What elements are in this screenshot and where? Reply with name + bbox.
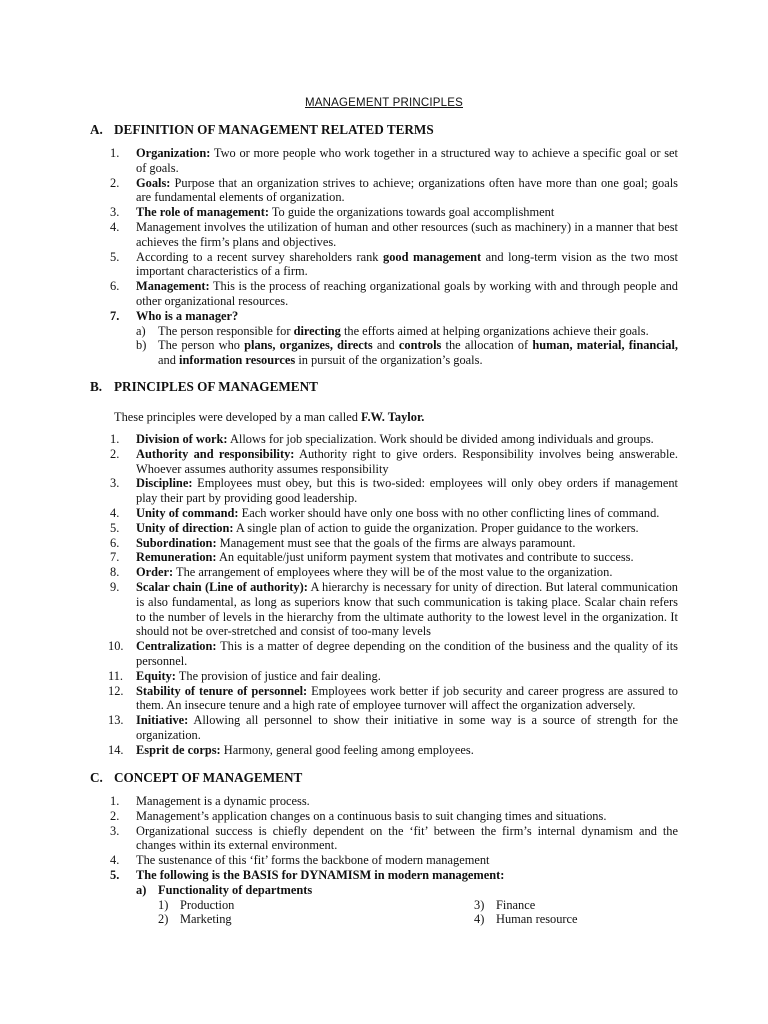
list-item: [110, 743, 678, 758]
item-term: Goals:: [136, 175, 171, 190]
item-text: The arrangement of employees where they will be of the most value to the organization.: [173, 565, 613, 580]
item-text: Purpose that an organization strives to achieve; organizations often have more than one goal; goals are fundamental elements of organization.: [136, 175, 678, 205]
item-number: 9.: [110, 579, 120, 594]
sub-text: The person responsible for: [158, 323, 294, 338]
item-number: 6.: [110, 535, 120, 550]
item-term: Centralization:: [136, 639, 217, 654]
item-number: 11.: [108, 668, 124, 683]
item-term: Authority and responsibility:: [136, 446, 295, 461]
sub-label: a): [136, 882, 147, 897]
sub-item: [136, 324, 678, 339]
item-term: Organization:: [136, 146, 211, 160]
section-a-letter: A.: [90, 122, 103, 137]
item-text: Two or more people who work together in a structured way to achieve a specific goal or set of goals.: [136, 146, 678, 175]
list-item: [110, 279, 678, 309]
list-item: [110, 432, 678, 447]
list-item: [110, 176, 678, 206]
item-text: To guide the organizations towards goal accomplishment: [268, 205, 555, 220]
sub-term: information resources: [179, 353, 296, 368]
sub-item: [136, 883, 678, 898]
item-text: Organizational success is chiefly dependent on the ‘fit’ between the firm’s internal dynamism and the changes within its external environment.: [136, 823, 678, 853]
list-item: [110, 868, 678, 927]
item-text: Management must see that the goals of the firms are always paramount.: [216, 535, 576, 550]
department-name: Production: [180, 897, 235, 912]
section-b-intro: [114, 410, 424, 425]
item-number: 6.: [110, 279, 120, 294]
item-text: Management is a dynamic process.: [136, 794, 310, 808]
page-title: MANAGEMENT PRINCIPLES: [305, 97, 463, 109]
department-item: [158, 898, 474, 913]
section-a-heading: [90, 123, 434, 138]
list-item: [110, 565, 678, 580]
item-term: Scalar chain (Line of authority):: [136, 579, 308, 594]
list-item: [110, 250, 678, 280]
department-name: Human resource: [496, 912, 578, 927]
list-item: [110, 794, 678, 809]
section-b-letter: B.: [90, 379, 103, 394]
list-item: [110, 476, 678, 506]
item-term: Who is a manager?: [136, 308, 239, 323]
item-text: Employees must obey, but this is two-sided: employees will only obey orders if management play their part by providing good leadership.: [136, 476, 678, 506]
sub-text: in pursuit of the organization’s goals.: [295, 353, 483, 368]
section-b-heading: [90, 380, 318, 395]
list-item: [110, 521, 678, 536]
list-item: [110, 580, 678, 639]
item-number: 10.: [108, 639, 124, 654]
list-item: [110, 220, 678, 250]
item-number: 3.: [110, 476, 120, 491]
list-item: [110, 669, 678, 684]
item-term: Remuneration:: [136, 550, 217, 565]
sub-term: directing: [293, 323, 341, 338]
item-term: The role of management:: [136, 205, 269, 220]
item-term: Unity of command:: [136, 505, 239, 520]
list-item: [110, 853, 678, 868]
list-item: [110, 309, 678, 368]
item-number: 1.: [110, 146, 120, 160]
list-item: [110, 550, 678, 565]
item-text: Authority right to give orders. Responsibility involves being answerable. Whoever assumes authority assumes responsibility: [136, 446, 678, 476]
section-c-list: [110, 794, 678, 927]
item-text: Management’s application changes on a continuous basis to suit changing times and situations.: [136, 808, 607, 823]
list-item: [110, 684, 678, 714]
list-item: [110, 447, 678, 477]
item-term: Division of work:: [136, 432, 228, 446]
department-number: 2): [158, 912, 169, 927]
sub-text: The person who: [158, 338, 245, 353]
item-text: Allows for job specialization. Work should be divided among individuals and groups.: [227, 432, 654, 446]
item-term: Stability of tenure of personnel:: [136, 683, 308, 698]
intro-author: F.W. Taylor.: [361, 410, 425, 424]
sub-text: the efforts aimed at helping organizations achieve their goals.: [340, 323, 649, 338]
department-item: [474, 912, 674, 927]
section-b-list: [110, 432, 678, 758]
section-a-title: DEFINITION OF MANAGEMENT RELATED TERMS: [114, 122, 434, 137]
item-number: 12.: [108, 683, 124, 698]
department-number: 1): [158, 897, 169, 912]
list-item: [110, 205, 678, 220]
dept-sublist: [136, 883, 678, 898]
list-item: [110, 713, 678, 743]
item-number: 13.: [108, 713, 124, 728]
item-number: 3.: [110, 823, 120, 838]
sub-label: a): [136, 323, 146, 338]
item-text: Management involves the utilization of human and other resources (such as machinery) in a manner that best achieves the firm’s plans and objectives.: [136, 219, 678, 249]
item-text: The provision of justice and fair dealing.: [175, 668, 381, 683]
item-text: Harmony, general good feeling among employees.: [220, 742, 474, 757]
section-c-title: CONCEPT OF MANAGEMENT: [114, 770, 303, 785]
item-text: Employees work better if job security and career progress are assured to them. An insecure tenure and a high rate of employee turnover will affect the organization adversely.: [136, 683, 678, 713]
sub-term: human, material, financial,: [532, 338, 678, 353]
department-number: 4): [474, 912, 485, 927]
department-name: Marketing: [180, 912, 232, 927]
item-number: 2.: [110, 808, 120, 823]
item-term: Discipline:: [136, 476, 193, 491]
item-number: 1.: [110, 794, 120, 808]
item-term: Subordination:: [136, 535, 217, 550]
item-term: Order:: [136, 565, 174, 580]
item-text: and long-term vision as the two most important characteristics of a firm.: [136, 249, 678, 279]
sub-label: b): [136, 338, 147, 353]
sub-text: and: [372, 338, 399, 353]
department-item: [158, 912, 474, 927]
item-text: Each worker should have only one boss with no other conflicting lines of command.: [238, 505, 660, 520]
item-text: A single plan of action to guide the organization. Proper guidance to the workers.: [233, 520, 639, 535]
item-number: 3.: [110, 205, 120, 220]
sub-item: [136, 338, 678, 368]
item-number: 4.: [110, 853, 120, 868]
item-text: The sustenance of this ‘fit’ forms the backbone of modern management: [136, 853, 490, 868]
item-term: Esprit de corps:: [136, 742, 221, 757]
item-text: An equitable/just uniform payment system that motivates and contribute to success.: [216, 550, 634, 565]
item-number: 7.: [110, 550, 120, 565]
item-number: 4.: [110, 505, 120, 520]
item-text: According to a recent survey shareholders rank: [136, 249, 384, 264]
sub-term: plans, organizes, directs: [244, 338, 373, 353]
item-term: Unity of direction:: [136, 520, 234, 535]
item-term: The following is the BASIS for DYNAMISM in modern management:: [136, 867, 505, 882]
list-item: [110, 824, 678, 854]
item-number: 5.: [110, 520, 120, 535]
item-number: 8.: [110, 565, 120, 580]
list-item: [110, 506, 678, 521]
item-number: 7.: [110, 308, 120, 323]
sub-term: controls: [398, 338, 442, 353]
section-c-heading: [90, 771, 302, 786]
item-number: 14.: [108, 742, 124, 757]
item-term: Management:: [136, 279, 210, 294]
item-term: Initiative:: [136, 713, 189, 728]
item-number: 2.: [110, 446, 120, 461]
item-term: Equity:: [136, 668, 176, 683]
section-b-title: PRINCIPLES OF MANAGEMENT: [114, 379, 318, 394]
list-item: [110, 146, 678, 176]
department-grid: [136, 898, 678, 928]
item-text: This is the process of reaching organizational goals by working with and through people and other organizational resources.: [136, 279, 678, 308]
department-number: 3): [474, 897, 485, 912]
item-term: good management: [383, 249, 482, 264]
item-number: 4.: [110, 219, 120, 234]
item-number: 2.: [110, 175, 120, 190]
section-a-list: [110, 146, 678, 368]
sub-term: Functionality of departments: [158, 882, 313, 897]
manager-sublist: [136, 324, 678, 368]
department-name: Finance: [496, 897, 536, 912]
list-item: [110, 639, 678, 669]
item-text: This is a matter of degree depending on the condition of the business and the quality of its personnel.: [136, 639, 678, 668]
intro-text: These principles were developed by a man called: [114, 410, 362, 424]
sub-text: the allocation of: [441, 338, 533, 353]
list-item: [110, 536, 678, 551]
section-c-letter: C.: [90, 770, 103, 785]
item-number: 5.: [110, 249, 120, 264]
sub-text: and: [158, 353, 179, 368]
item-number: 1.: [110, 432, 120, 446]
item-text: Allowing all personnel to show their initiative in some way is a source of strength for the organization.: [136, 713, 678, 742]
department-item: [474, 898, 674, 913]
item-text: A hierarchy is necessary for unity of direction. But lateral communication is also fundamental, as long as superiors know that such communication is taking place. Scalar chain refers to the number of levels in the hierarchy from the ultimate authority to the lowest level in the organization. It should not be over-stretched and consist of too-many levels: [136, 579, 679, 639]
list-item: [110, 809, 678, 824]
item-number: 5.: [110, 867, 120, 882]
